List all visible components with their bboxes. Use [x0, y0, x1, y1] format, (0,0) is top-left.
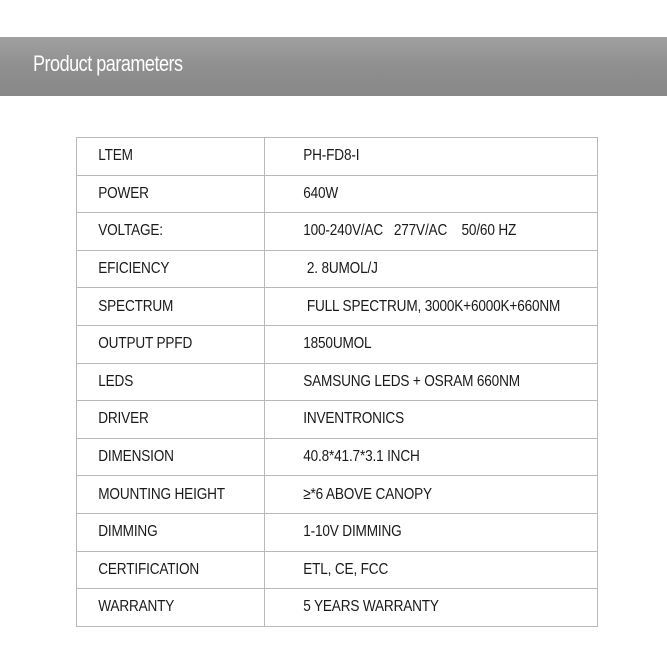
parameter-value-cell [265, 476, 598, 514]
parameter-value-cell [265, 213, 598, 251]
parameter-label: DIMENSION [98, 448, 174, 466]
parameter-value-cell [265, 250, 598, 288]
table-row [77, 476, 598, 514]
parameter-label: SPECTRUM [98, 297, 174, 315]
parameter-label: WARRANTY [98, 598, 175, 616]
parameter-label-cell [77, 438, 265, 476]
parameter-label-cell [77, 175, 265, 213]
table-row [77, 250, 598, 288]
product-parameters-table [76, 137, 598, 627]
table-row [77, 175, 598, 213]
table-row [77, 513, 598, 551]
parameter-value-cell [265, 138, 598, 176]
parameter-label-cell [77, 363, 265, 401]
parameter-label-cell [77, 476, 265, 514]
parameter-label: CERTIFICATION [98, 560, 200, 578]
parameter-label: LEDS [98, 372, 134, 390]
parameter-label: POWER [98, 184, 149, 202]
parameter-value-cell [265, 513, 598, 551]
parameter-value-cell [265, 288, 598, 326]
parameter-label-cell [77, 589, 265, 627]
parameter-value-cell [265, 438, 598, 476]
table-row [77, 589, 598, 627]
parameter-label-cell [77, 288, 265, 326]
table-row [77, 138, 598, 176]
parameter-label-cell [77, 250, 265, 288]
parameter-label: DIMMING [98, 523, 158, 541]
parameter-value: ETL, CE, FCC [303, 560, 389, 578]
parameter-label-cell [77, 213, 265, 251]
parameter-value: 1-10V DIMMING [303, 523, 402, 541]
parameter-value: 5 YEARS WARRANTY [303, 598, 439, 616]
parameter-value-cell [265, 551, 598, 589]
parameter-label: EFICIENCY [98, 260, 170, 278]
parameter-value-cell [265, 589, 598, 627]
parameter-value-cell [265, 401, 598, 439]
parameter-value: 640W [303, 184, 339, 202]
parameter-value: 40.8*41.7*3.1 INCH [303, 448, 420, 466]
table-row [77, 325, 598, 363]
parameter-label: OUTPUT PPFD [98, 335, 193, 353]
parameter-value-cell [265, 325, 598, 363]
table-row [77, 363, 598, 401]
parameter-value-cell [265, 175, 598, 213]
parameter-value: INVENTRONICS [303, 410, 404, 428]
table-row [77, 551, 598, 589]
parameter-value: PH-FD8-I [303, 147, 360, 165]
parameter-value: SAMSUNG LEDS + OSRAM 660NM [303, 372, 520, 390]
table-row [77, 288, 598, 326]
parameter-label: LTEM [98, 147, 133, 165]
parameter-value: 1850UMOL [303, 335, 372, 353]
parameter-label-cell [77, 513, 265, 551]
parameter-label-cell [77, 138, 265, 176]
table-row [77, 213, 598, 251]
table-row [77, 438, 598, 476]
parameter-label: DRIVER [98, 410, 149, 428]
section-title: Product parameters [33, 51, 183, 76]
section-header-band [0, 37, 667, 96]
parameter-label-cell [77, 401, 265, 439]
parameter-label-cell [77, 551, 265, 589]
parameter-value: 100-240V/AC 277V/AC 50/60 HZ [303, 222, 517, 240]
parameter-label: VOLTAGE: [98, 222, 163, 240]
parameter-value: FULL SPECTRUM, 3000K+6000K+660NM [303, 297, 561, 315]
parameter-label: MOUNTING HEIGHT [98, 485, 225, 503]
parameter-value: ≥*6 ABOVE CANOPY [303, 485, 432, 503]
parameter-value-cell [265, 363, 598, 401]
parameter-label-cell [77, 325, 265, 363]
parameter-value: 2. 8UMOL/J [303, 260, 378, 278]
table-row [77, 401, 598, 439]
